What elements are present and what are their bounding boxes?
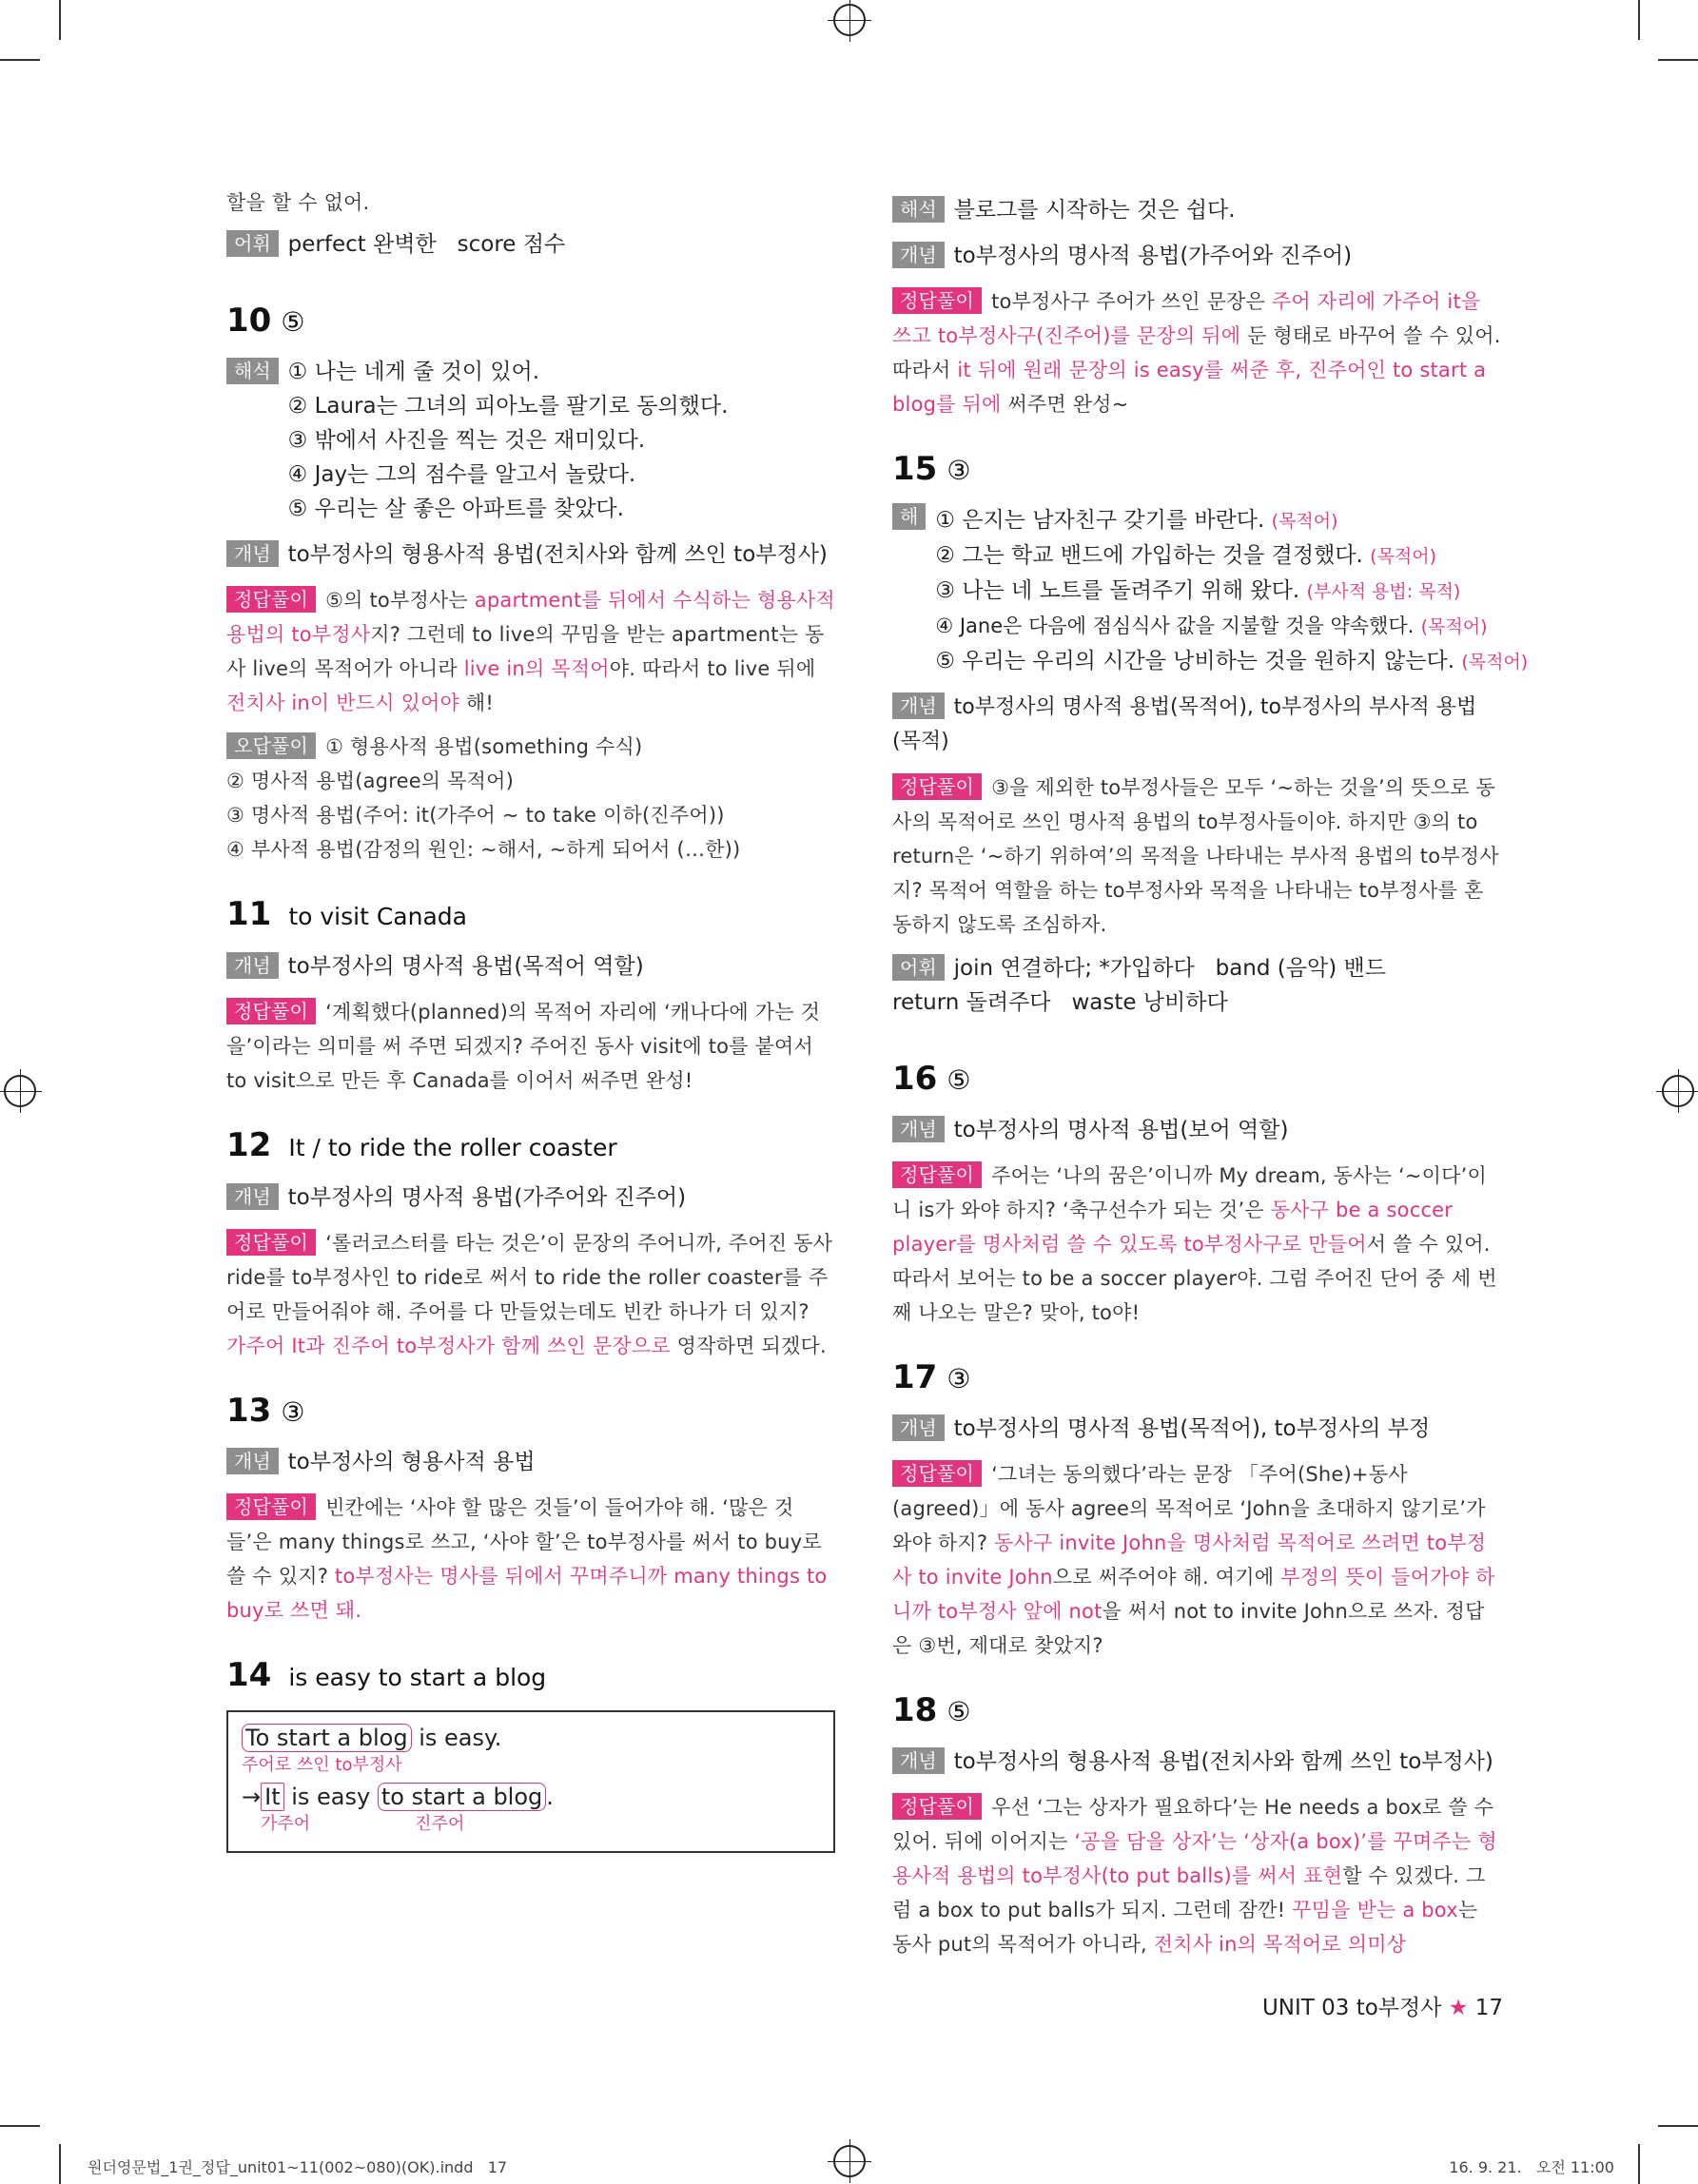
question-answer: It / to ride the roller coaster [288, 1134, 617, 1161]
solution-text: to부정사구 주어가 쓰인 문장은 [991, 290, 1272, 313]
vocab-line [892, 951, 1501, 985]
concept-line [892, 239, 1501, 273]
question-13-header [226, 1390, 835, 1433]
solution-text: 는 동사 put의 목적어가 아니라, [892, 1899, 1478, 1956]
solution-highlight: 가주어 It과 진주어 to부정사가 함께 쓰인 문장으로 [226, 1335, 671, 1357]
wrong-answer-item: ① 형용사적 용법(something 수식) [325, 735, 643, 758]
solution-text: 으로 써주어야 해. 여기에 [1052, 1566, 1281, 1589]
question-answer: ③ [281, 1396, 305, 1428]
solution-highlight: 주어 자리에 가주어 it을 쓰고 to부정사구(진주어)를 문장의 뒤에 [892, 290, 1481, 347]
vocab-text: perfect 완벽한 score 점수 [287, 232, 566, 257]
left-column [226, 185, 835, 1853]
concept-tag: 개념 [892, 1747, 945, 1774]
solution-text: 써주면 완성~ [1001, 393, 1129, 416]
question-number: 12 [226, 1126, 272, 1164]
crop-mark [59, 2144, 61, 2184]
question-number: 16 [892, 1060, 938, 1098]
question-number: 10 [226, 302, 272, 340]
solution-text: ‘계획했다(planned)의 목적어 자리에 ‘캐나다에 가는 것을’이라는 의미를 써 주면 되겠지? 주어진 동사 visit에 to를 붙여서 to visit으로 만든 후 Canada를 이어서 써주면 완성! [226, 1001, 821, 1092]
translation-note: (목적어) [1420, 616, 1488, 637]
solution-tag: 정답풀이 [892, 773, 982, 800]
solution-text: 할 수 있겠다. 그럼 a box to put balls가 되지. 그런데 잠깐! [892, 1864, 1486, 1921]
solution-highlight: ‘공을 담을 상자’는 ‘상자(a box)’를 꾸며주는 형용사적 용법의 to부정사(to put balls)를 써서 표현 [892, 1830, 1497, 1887]
solution-highlight: 꾸밈을 받는 a box [1292, 1899, 1458, 1921]
concept-line [226, 949, 835, 984]
concept-text: to부정사의 명사적 용법(가주어와 진주어) [287, 1185, 687, 1210]
translation-note: (부사적 용법: 목적) [1306, 581, 1461, 602]
concept-line [892, 1113, 1501, 1147]
real-subject-label: 진주어 [415, 1814, 465, 1834]
question-answer: ③ [947, 455, 971, 486]
solution-tag: 정답풀이 [226, 586, 316, 613]
solution-text: ‘롤러코스터를 타는 것은’이 문장의 주어니까, 주어진 동사 ride를 to부정사인 to ride로 써서 to ride the roller coaster를 주어로 만들어줘야 해. 주어를 다 만들었는데도 빈칸 하나가 더 있지? [226, 1232, 833, 1323]
concept-tag: 개념 [226, 952, 279, 979]
vocab-tag: 어휘 [892, 954, 945, 981]
translation-tag: 해석 [892, 503, 926, 530]
concept-tag: 개념 [226, 1448, 279, 1474]
subject-highlight: To start a blog [242, 1724, 412, 1752]
question-14-header [226, 1654, 835, 1699]
solution-text: ③을 제외한 to부정사들은 모두 ‘~하는 것을’의 뜻으로 동사의 목적어로 쓰인 명사적 용법의 to부정사들이야. 하지만 ③의 to return은 ‘~하기 위하여’의 목적을 나타내는 부사적 용법의 to부정사지? 목적어 역할을 하는 to부정사와 목적을 나타내는 to부정사를 혼동하지 않도록 조심하자. [892, 776, 1499, 936]
translation-item: ⑤ 우리는 우리의 시간을 낭비하는 것을 원하지 않는다. [935, 649, 1455, 673]
question-answer: to visit Canada [288, 903, 467, 930]
solution-highlight: 동사구 invite John을 명사처럼 목적어로 쓰려면 to부정사 to invite John [892, 1531, 1487, 1589]
translation-item: ③ 나는 네 노트를 돌려주기 위해 왔다. [935, 578, 1300, 603]
translation-note: (목적어) [1461, 652, 1529, 673]
translation-note: (목적어) [1271, 511, 1338, 532]
concept-text: to부정사의 명사적 용법(목적어 역할) [287, 954, 644, 979]
concept-line [226, 1180, 835, 1215]
concept-text: to부정사의 형용사적 용법 [287, 1450, 536, 1474]
concept-tag: 개념 [892, 692, 945, 719]
intro-line: 할을 할 수 없어. [226, 191, 370, 214]
solution-text: 빈칸에는 ‘사야 할 많은 것들’이 들어가야 해. ‘많은 것들’은 many things로 쓰고, ‘사야 할’은 to부정사를 써서 to buy로 쓸 수 있지? [226, 1496, 822, 1588]
translation-item: ② Laura는 그녀의 피아노를 팔기로 동의했다. [287, 394, 729, 419]
vocab-tag: 어휘 [226, 230, 279, 257]
question-number: 15 [892, 450, 938, 488]
question-12-header [226, 1124, 835, 1169]
concept-tag: 개념 [226, 1183, 279, 1210]
box-text: . [546, 1784, 554, 1810]
vocab-line-2: return 돌려주다 waste 낭비하다 [892, 990, 1228, 1015]
solution-highlight: apartment를 뒤에서 수식하는 형용사적 용법의 to부정사 [226, 589, 835, 646]
print-date: 16. 9. 21. 오전 11:00 [1449, 2158, 1614, 2176]
solution-text: ‘그녀는 동의했다’라는 문장 「주어(She)+동사(agreed)」에 동사 agree의 목적어로 ‘John을 초대하지 않기로’가 와야 하지? [892, 1463, 1486, 1554]
solution-paragraph [892, 1457, 1501, 1663]
solution-paragraph [226, 995, 835, 1098]
dummy-subject-highlight: It [261, 1783, 284, 1811]
concept-text: to부정사의 명사적 용법(목적어), to부정사의 부사적 용법(목적) [892, 695, 1477, 753]
question-16-header [892, 1058, 1501, 1102]
concept-line [892, 691, 1501, 759]
solution-highlight: 부정의 뜻이 들어가야 하니까 to부정사 앞에 not [892, 1566, 1495, 1623]
real-subject-highlight: to start a blog [378, 1783, 546, 1811]
question-15-header [892, 448, 1501, 492]
solution-highlight: 전치사 in이 반드시 있어야 [226, 692, 460, 714]
solution-text: 서 쓸 수 있어. 따라서 보어는 to be a soccer player야. 그럼 주어진 단어 중 세 번째 나오는 말은? 맞아, to야! [892, 1233, 1497, 1324]
concept-text: to부정사의 형용사적 용법(전치사와 함께 쓰인 to부정사) [287, 542, 828, 567]
crop-mark [1658, 2125, 1698, 2127]
registration-mark-bottom [833, 2145, 866, 2177]
translation-block [226, 355, 835, 526]
registration-mark-right [1662, 1075, 1694, 1107]
concept-tag: 개념 [892, 242, 945, 268]
registration-mark-left [4, 1075, 36, 1107]
translation-tag: 해석 [226, 358, 279, 384]
solution-paragraph [892, 770, 1501, 942]
concept-tag: 개념 [892, 1116, 945, 1142]
solution-highlight: it 뒤에 원래 문장의 is easy를 써준 후, 진주어인 to start a blog를 뒤에 [892, 359, 1487, 416]
dummy-subject-label: 가주어 [261, 1814, 311, 1834]
wrong-answer-item: ④ 부사적 용법(감정의 원인: ~해서, ~하게 되어서 (…한)) [226, 838, 741, 861]
page-number: 17 [1474, 1996, 1503, 2020]
solution-text: 우선 ‘그는 상자가 필요하다’는 He needs a box로 쓸 수 있어. 뒤에 이어지는 [892, 1796, 1494, 1853]
solution-paragraph [226, 1491, 835, 1628]
solution-text: 해! [459, 692, 495, 714]
concept-line [226, 1445, 835, 1479]
solution-text: 야. 따라서 to live 뒤에 [609, 657, 816, 680]
star-icon: ★ [1448, 1996, 1469, 2020]
solution-text: 을 써서 not to invite John으로 쓰자. 정답은 ③번, 제대로 찾았지? [892, 1600, 1485, 1657]
concept-text: to부정사의 명사적 용법(가주어와 진주어) [953, 244, 1353, 268]
question-answer: is easy to start a blog [288, 1664, 547, 1691]
wrong-answer-block [226, 730, 835, 867]
box-text: is easy [283, 1784, 378, 1810]
question-number: 17 [892, 1358, 938, 1396]
vocab-text: join 연결하다; *가입하다 band (음악) 밴드 [953, 956, 1386, 981]
solution-paragraph [892, 1790, 1501, 1961]
question-17-header [892, 1356, 1501, 1400]
question-answer: ⑤ [281, 306, 305, 338]
question-10-header [226, 300, 835, 343]
concept-text: to부정사의 명사적 용법(보어 역할) [953, 1118, 1289, 1142]
unit-title: UNIT 03 to부정사 [1261, 1996, 1442, 2020]
translation-line [892, 193, 1501, 227]
concept-line [226, 537, 835, 572]
crop-mark [1638, 2144, 1640, 2184]
solution-text: 둔 형태로 바꾸어 쓸 수 있어. 따라서 [892, 324, 1501, 381]
solution-text: 영작하면 되겠다. [670, 1335, 827, 1357]
crop-mark [1638, 0, 1640, 40]
crop-mark [1658, 59, 1698, 61]
crop-mark [0, 2125, 40, 2127]
solution-tag: 정답풀이 [892, 1161, 982, 1188]
arrow-icon: → [242, 1784, 262, 1810]
solution-text: 지? 그런데 to live의 꾸밈을 받는 apartment는 동사 live의 목적어가 아니라 [226, 623, 825, 680]
question-answer: ⑤ [947, 1064, 971, 1096]
concept-line [892, 1412, 1501, 1446]
wrong-answer-tag: 오답풀이 [226, 732, 316, 759]
question-answer: ⑤ [947, 1696, 971, 1727]
concept-line [892, 1745, 1501, 1779]
vocab-line [226, 227, 835, 262]
solution-tag: 정답풀이 [226, 1229, 316, 1256]
concept-tag: 개념 [892, 1414, 945, 1441]
translation-item: ④ Jane은 다음에 점심식사 값을 지불할 것을 약속했다. [935, 614, 1415, 637]
subject-label: 주어로 쓰인 to부정사 [242, 1755, 402, 1775]
wrong-answer-item: ② 명사적 용법(agree의 목적어) [226, 770, 515, 792]
concept-text: to부정사의 형용사적 용법(전치사와 함께 쓰인 to부정사) [953, 1749, 1493, 1774]
question-number: 14 [226, 1656, 272, 1694]
question-11-header [226, 893, 835, 938]
translation-tag: 해석 [892, 196, 945, 223]
solution-highlight: 전치사 in의 목적어로 의미상 [1153, 1933, 1407, 1956]
solution-highlight: live in의 목적어 [463, 657, 610, 680]
translation-block [892, 503, 1529, 679]
translation-text: 블로그를 시작하는 것은 쉽다. [953, 198, 1236, 223]
right-column [892, 185, 1529, 1961]
question-number: 11 [226, 895, 272, 933]
translation-item: ② 그는 학교 밴드에 가입하는 것을 결정했다. [935, 543, 1363, 568]
translation-item: ① 나는 네게 줄 것이 있어. [287, 360, 540, 384]
translation-note: (목적어) [1370, 546, 1437, 567]
crop-mark [59, 0, 61, 40]
solution-paragraph [892, 1159, 1501, 1330]
question-number: 13 [226, 1392, 272, 1430]
translation-item: ① 은지는 남자친구 갖기를 바란다. [935, 508, 1265, 533]
translation-item: ③ 밖에서 사진을 찍는 것은 재미있다. [287, 428, 646, 453]
solution-tag: 정답풀이 [226, 998, 316, 1024]
solution-paragraph [226, 1226, 835, 1363]
explanation-box [226, 1710, 835, 1853]
solution-tag: 정답풀이 [892, 1793, 982, 1820]
translation-item: ⑤ 우리는 살 좋은 아파트를 찾았다. [287, 497, 624, 521]
solution-highlight: 동사구 be a soccer player를 명사처럼 쓸 수 있도록 to부정사구로 만들어 [892, 1199, 1454, 1256]
solution-highlight: to부정사는 명사를 뒤에서 꾸며주니까 many things to buy로 쓰면 돼. [226, 1565, 828, 1622]
solution-paragraph [892, 284, 1501, 421]
solution-text: ⑤의 to부정사는 [325, 589, 475, 612]
question-number: 18 [892, 1691, 938, 1729]
translation-item: ④ Jay는 그의 점수를 알고서 놀랐다. [287, 462, 636, 487]
wrong-answer-item: ③ 명사적 용법(주어: it(가주어 ~ to take 이하(진주어)) [226, 804, 725, 827]
solution-tag: 정답풀이 [892, 287, 982, 314]
page-footer-unit [1262, 1990, 1503, 2021]
solution-tag: 정답풀이 [226, 1493, 316, 1520]
box-text: is easy. [411, 1725, 502, 1751]
registration-mark-top [833, 4, 866, 36]
question-18-header [892, 1689, 1501, 1733]
solution-tag: 정답풀이 [892, 1460, 982, 1487]
question-answer: ③ [947, 1363, 971, 1394]
concept-tag: 개념 [226, 540, 279, 567]
crop-mark [0, 59, 40, 61]
solution-paragraph [226, 583, 835, 720]
file-info: 원더영문법_1권_정답_unit01~11(002~080)(OK).indd 17 [88, 2158, 508, 2176]
solution-text: 주어는 ‘나의 꿈은’이니까 My dream, 동사는 ‘~이다’이니 is가 와야 하지? ‘축구선수가 되는 것’은 [892, 1164, 1487, 1221]
concept-text: to부정사의 명사적 용법(목적어), to부정사의 부정 [953, 1416, 1431, 1441]
